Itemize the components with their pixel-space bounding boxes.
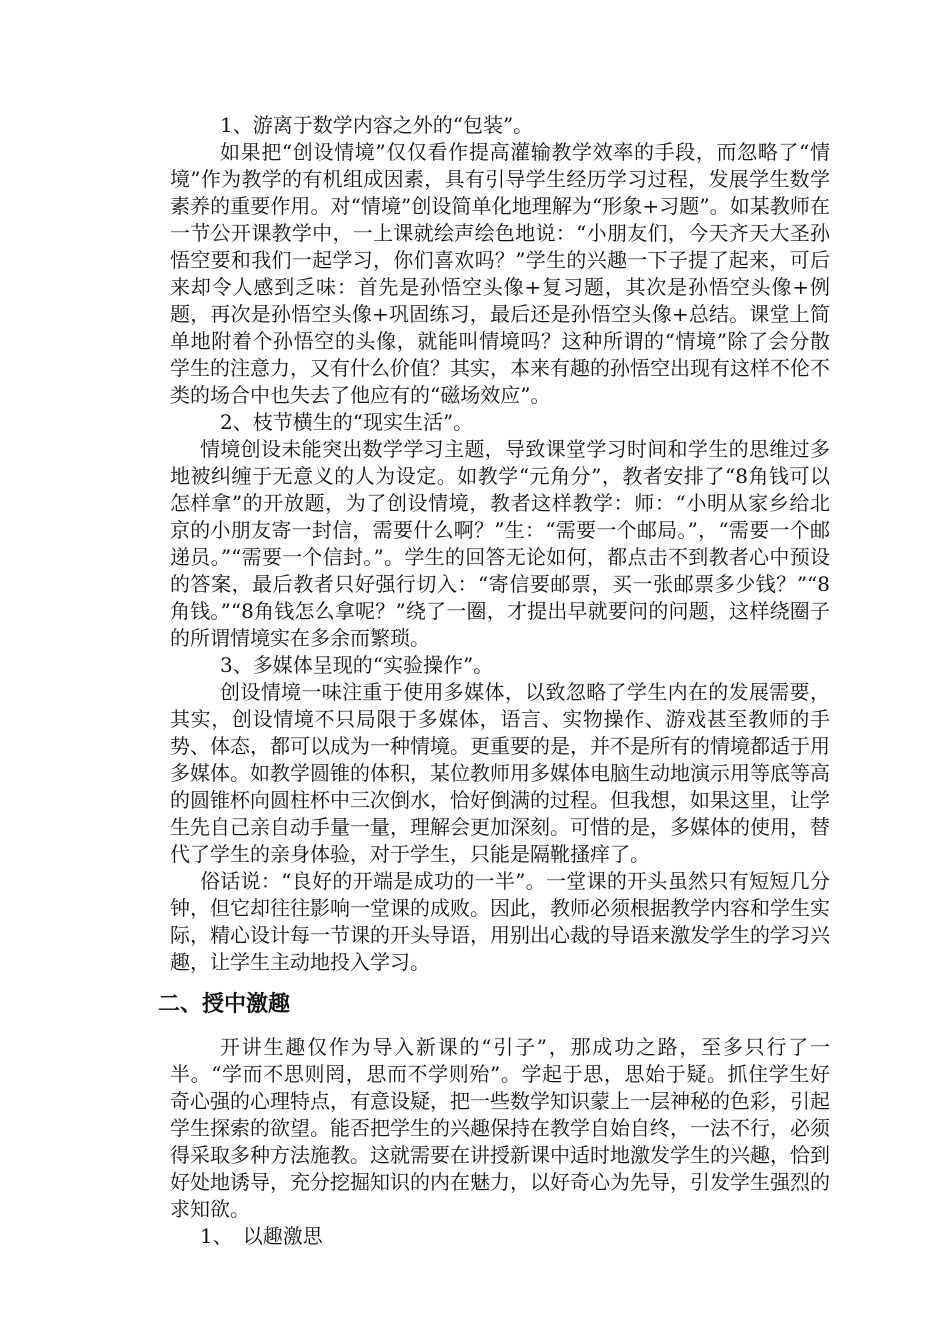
subsection-3-body: 创设情境一味注重于使用多媒体，以致忽略了学生内在的发展需要，其实，创设情境不只局限于多媒体，语言、实物操作、游戏甚至教师的手势、体态，都可以成为一种情境。更重要的是，并不是所有的情境都适于用多媒体。如教学圆锥的体积，某位教师用多媒体电脑生动地演示用等底等高的圆锥杯向圆柱杯中三次倒水，恰好倒满的过程。但我想，如果这里，让学生先自己亲自动手量一量，理解会更加深刻。可惜的是，多媒体的使用，替代了学生的亲身体验，对于学生，只能是隔靴搔痒了。	[170, 680, 830, 866]
document-body	[158, 112, 830, 1250]
subsection-4-title: 1、 以趣激思	[200, 1224, 323, 1248]
subsection-2-title: 2、枝节横生的“现实生活”。	[220, 410, 474, 434]
summary-paragraph: 俗话说：“良好的开端是成功的一半”。一堂课的开头虽然只有短短几分钟，但它却往往影响一堂课的成败。因此，教师必须根据教学内容和学生实际，精心设计每一节课的开头导语，用别出心裁的导语来激发学生的学习兴趣，让学生主动地投入学习。	[170, 869, 830, 974]
section-2-body: 开讲生趣仅作为导入新课的“引子”，那成功之路，至多只行了一半。“学而不思则罔，思而不学则殆”。学起于思，思始于疑。抓住学生好奇心强的心理特点，有意设疑，把一些数学知识蒙上一层神秘的色彩，引起学生探索的欲望。能否把学生的兴趣保持在教学自始自终，一法不行，必须得采取多种方法施教。这就需要在讲授新课中适时地激发学生的兴趣，恰到好处地诱导，充分挖掘知识的内在魅力，以好奇心为先导，引发学生强烈的求知欲。	[170, 1035, 830, 1221]
section-2-heading: 二、授中激趣	[158, 992, 291, 1017]
subsection-1-title: 1、游离于数学内容之外的“包装”。	[220, 113, 534, 137]
subsection-1-body: 如果把“创设情境”仅仅看作提高灌输教学效率的手段，而忽略了“情境”作为教学的有机组成因素，具有引导学生经历学习过程，发展学生数学素养的重要作用。对“情境”创设简单化地理解为“形象+习题”。如某教师在一节公开课教学中，一上课就绘声绘色地说：“小朋友们，今天齐天大圣孙悟空要和我们一起学习，你们喜欢吗？”学生的兴趣一下子提了起来，可后来却令人感到乏味：首先是孙悟空头像+复习题，其次是孙悟空头像+例题，再次是孙悟空头像+巩固练习，最后还是孙悟空头像+总结。课堂上简单地附着个孙悟空的头像，就能叫情境吗？这种所谓的“情境”除了会分散学生的注意力，又有什么价值？其实，本来有趣的孙悟空出现有这样不伦不类的场合中也失去了他应有的“磁场效应”。	[170, 140, 830, 407]
subsection-3-title: 3、多媒体呈现的“实验操作”。	[220, 653, 494, 677]
subsection-2-body: 情境创设未能突出数学学习主题，导致课堂学习时间和学生的思维过多地被纠缠于无意义的人为设定。如教学“元角分”，教者安排了“8角钱可以怎样拿”的开放题，为了创设情境，教者这样教学：师：“小明从家乡给北京的小朋友寄一封信，需要什么啊？”生：“需要一个邮局。”，“需要一个邮递员。”“需要一个信封。”。学生的回答无论如何，都点击不到教者心中预设的答案，最后教者只好强行切入：“寄信要邮票，买一张邮票多少钱？”“8角钱。”“8角钱怎么拿呢？”绕了一圈，才提出早就要问的问题，这样绕圈子的所谓情境实在多余而繁琐。	[170, 437, 830, 650]
